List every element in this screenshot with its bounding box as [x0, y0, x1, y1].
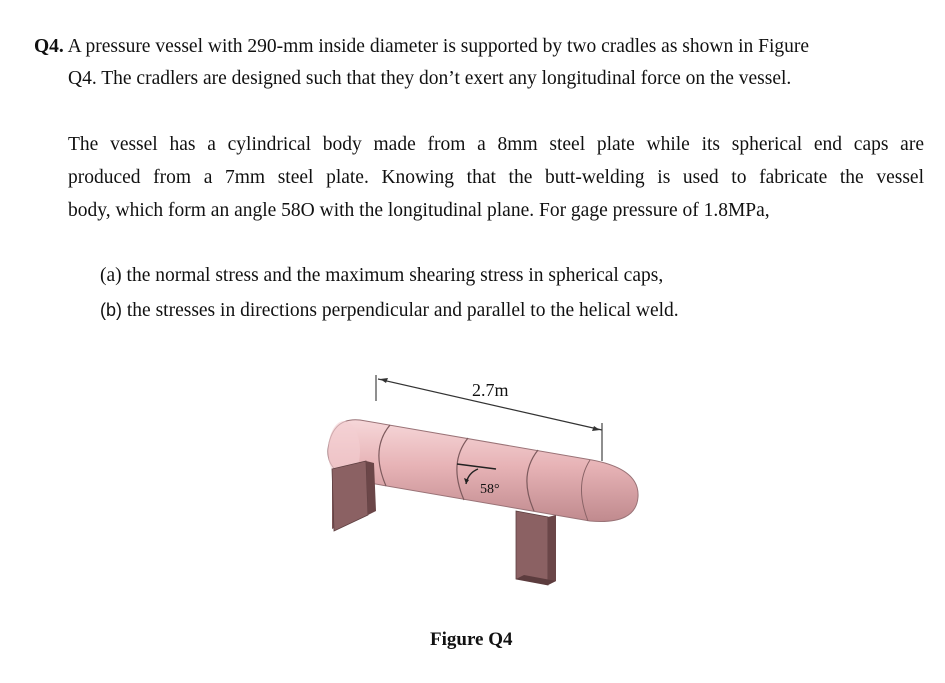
item-label-b: (b) [100, 300, 122, 320]
item-label-a: (a) [100, 265, 122, 286]
pressure-vessel-figure [320, 365, 650, 610]
item-text-a: the normal stress and the maximum shearing stress in spherical caps, [126, 265, 664, 286]
angle-label: 58° [480, 482, 500, 497]
question-intro-line-1: A pressure vessel with 290-mm inside diameter is supported by two cradles as shown in Figure [67, 36, 810, 57]
question-line-2: Q4. The cradlers are designed such that they don’t exert any longitudinal force on the vessel. [68, 68, 792, 89]
dimension-label: 2.7m [472, 380, 509, 400]
paragraph-line-1: The vessel has a cylindrical body made from a 8mm steel plate while its spherical end caps are [68, 134, 924, 155]
paragraph-line-2: produced from a 7mm steel plate. Knowing that the butt-welding is used to fabricate the vessel [68, 167, 924, 188]
list-item-a [100, 260, 663, 292]
figure-caption: Figure Q4 [430, 629, 513, 650]
list-item-b [100, 294, 679, 327]
question-line-1 [34, 31, 809, 63]
question-number: Q4. [34, 36, 64, 57]
paragraph-line-3: body, which form an angle 58O with the longitudinal plane. For gage pressure of 1.8MPa, [68, 200, 770, 221]
item-text-b: the stresses in directions perpendicular and parallel to the helical weld. [126, 300, 679, 321]
